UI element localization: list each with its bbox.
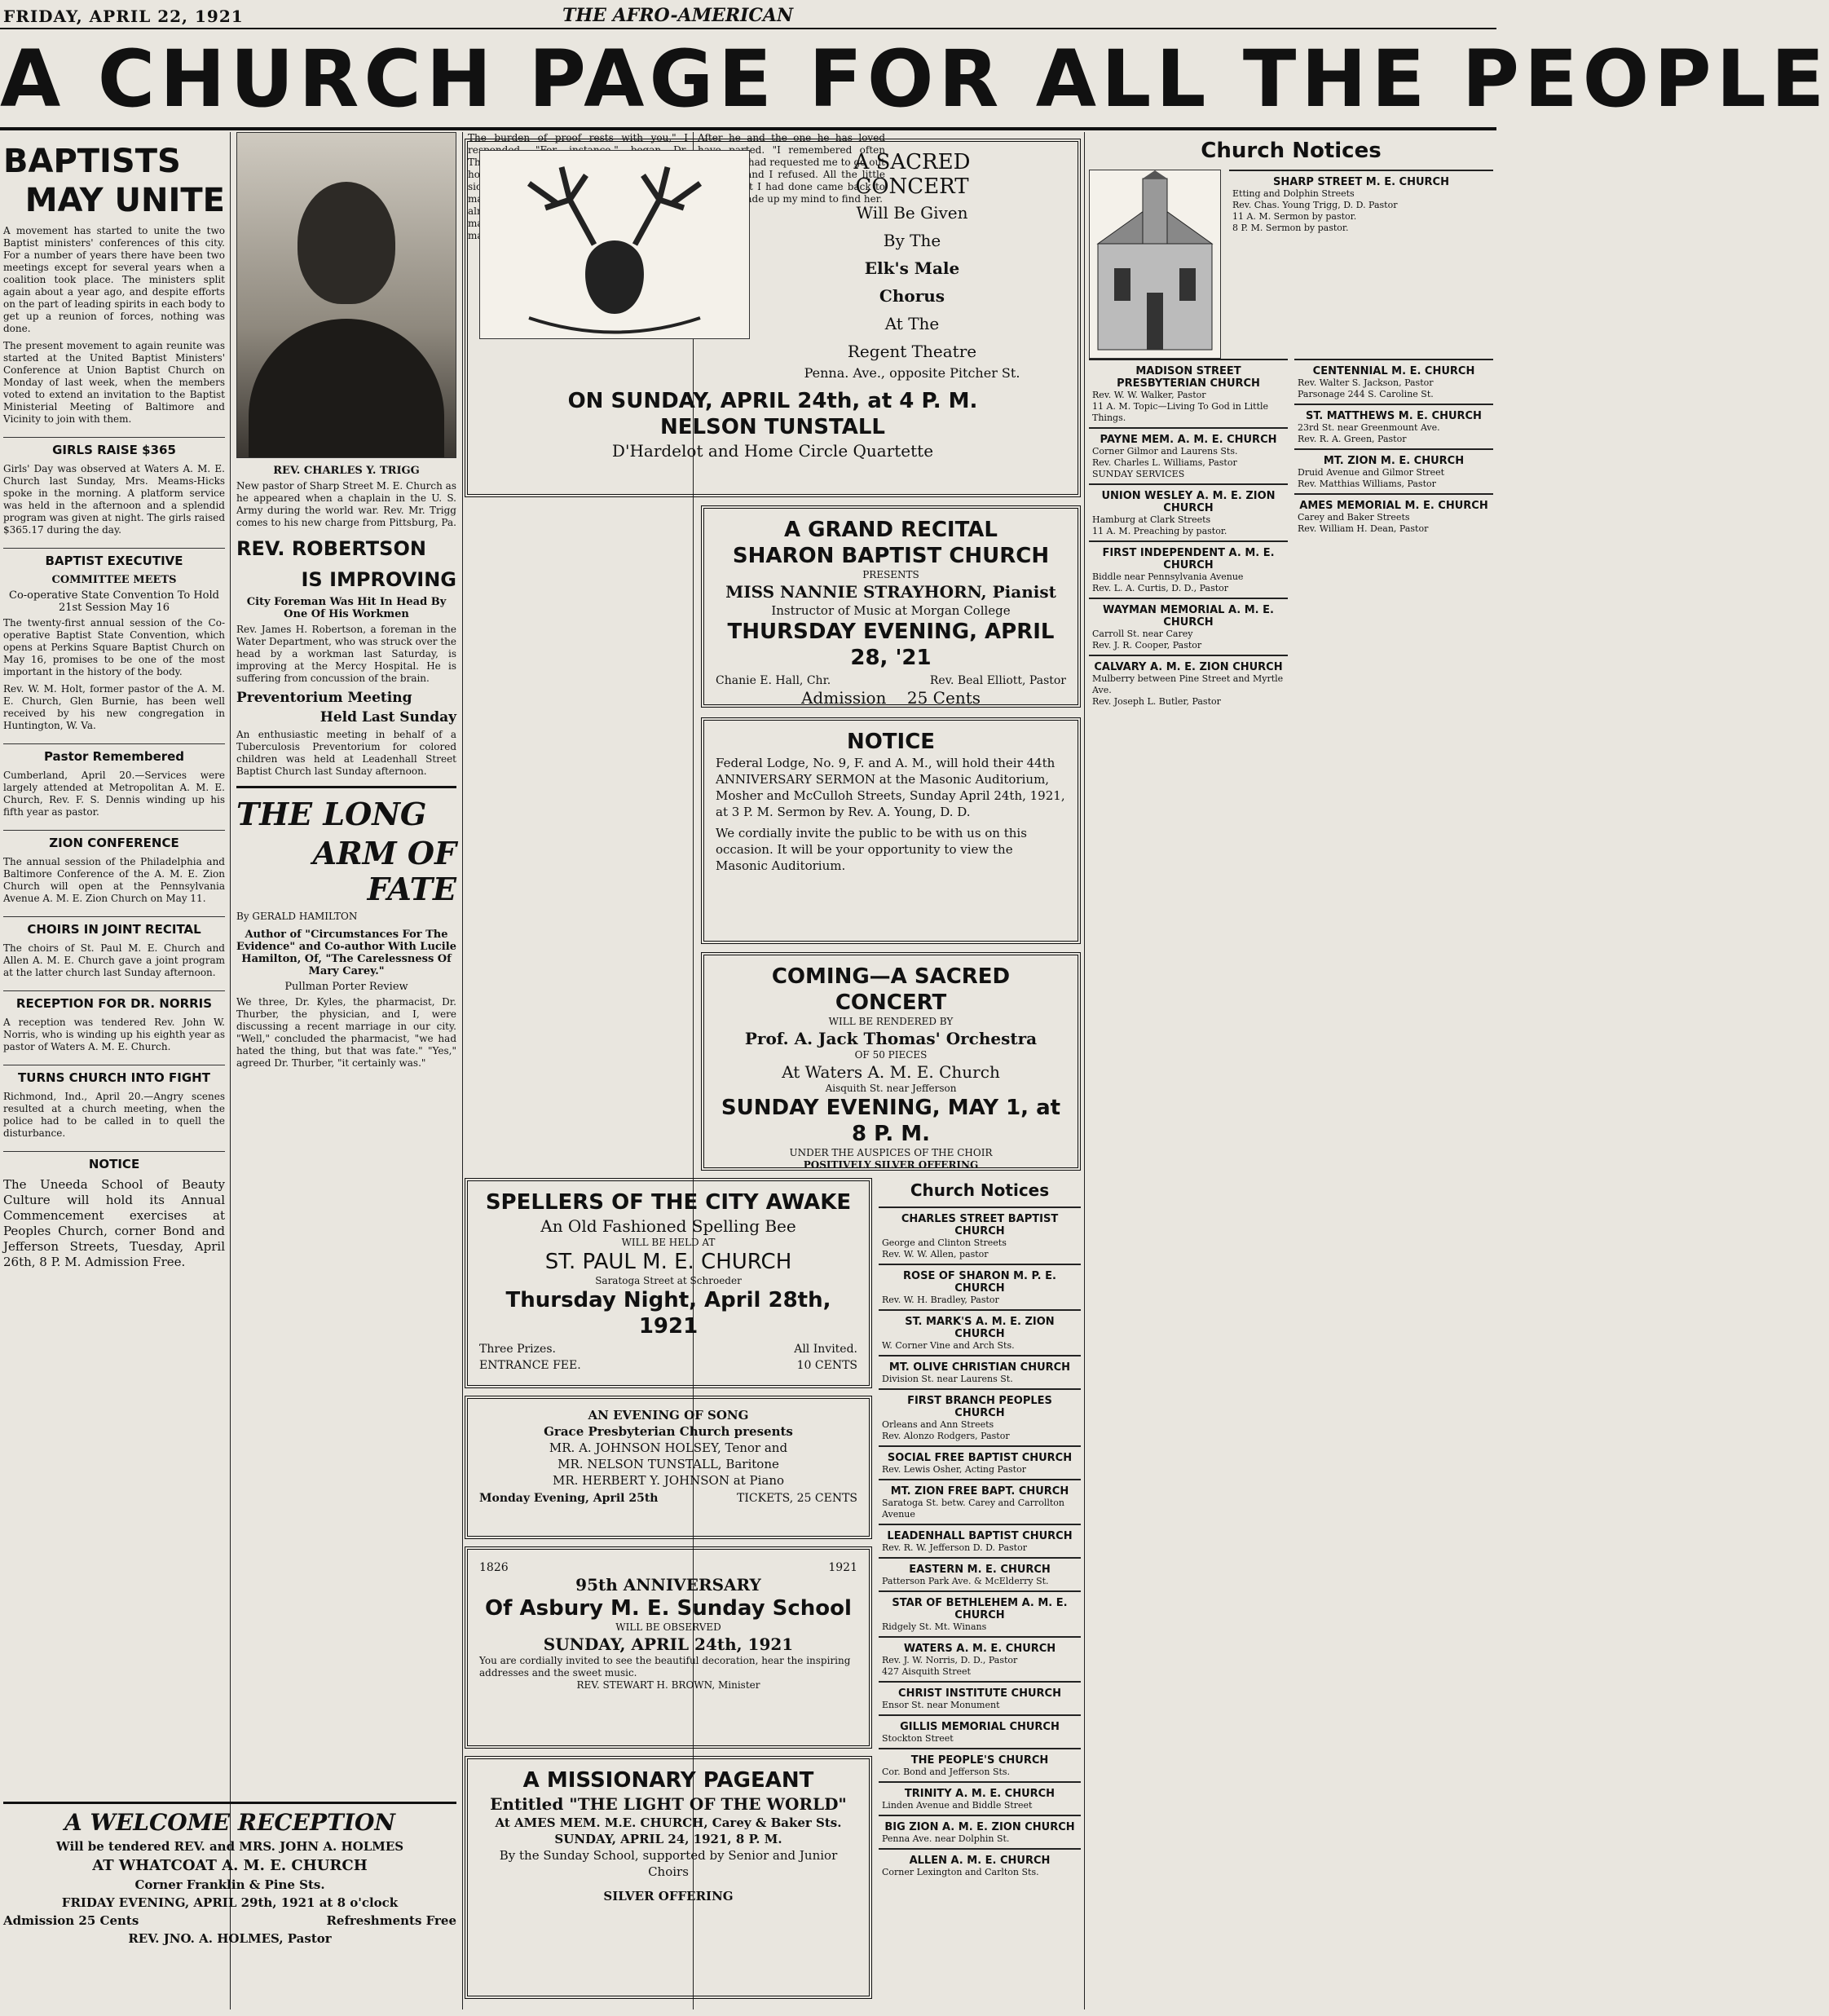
column-rule [1084, 132, 1085, 2009]
elk-concert-box [465, 139, 1081, 497]
church-detail-line: George and Clinton Streets [882, 1237, 1007, 1248]
page-headline: A CHURCH PAGE FOR ALL THE PEOPLE [0, 33, 1829, 125]
notice-headline: NOTICE [3, 1151, 225, 1172]
baptists-body: A movement has started to unite the two Baptist ministers' conferences of this city. For a number of years there have been two meetings except for several years when a coalition took place. The ministers split again about a year ago, and despite efforts on the part of leading spirits in each body to get up a reunion of forces, nothing was done. [3, 225, 225, 334]
church-notice [879, 1848, 1081, 1881]
coming-orchestra: Prof. A. Jack Thomas' Orchestra [744, 1029, 1038, 1048]
masthead-strip [0, 0, 1496, 31]
story-author-note: Author of "Circumstances For The Evidence" and Co-author With Lucile Hamilton, Of, "The Carelessness Of Mary Carey." [236, 929, 456, 977]
story-body: We three, Dr. Kyles, the pharmacist, Dr. Thurber, the physician, and I, were discussing a recent marriage in our city. "Well," concluded the pharmacist, "we had hated the thing, but that was fate." "Yes," agreed Dr. Thurber, "it certainly was." [236, 996, 456, 1069]
notice-body: The Uneeda School of Beauty Culture will hold its Annual Commencement exercises at Peoples Church, corner Bond and Jefferson Streets, Tuesday, April 26th, 8 P. M. Admission Free. [3, 1177, 225, 1269]
church-name: BIG ZION A. M. E. ZION CHURCH [884, 1821, 1075, 1833]
elk-title-7: At The [884, 314, 940, 333]
song-title: AN EVENING OF SONG [588, 1408, 749, 1423]
baptists-headline-2: MAY UNITE [24, 182, 225, 219]
spell-subtitle: An Old Fashioned Spelling Bee [540, 1216, 796, 1236]
welcome-title: A WELCOME RECEPTION [64, 1809, 395, 1836]
church-name: THE PEOPLE'S CHURCH [910, 1754, 1049, 1767]
church-detail-line: Rev. R. A. Green, Pastor [1298, 434, 1407, 444]
lodge-title: NOTICE [846, 730, 936, 754]
church-detail-line: Rev. Alonzo Rodgers, Pastor [882, 1431, 1010, 1441]
spell-church: ST. PAUL M. E. CHURCH [544, 1250, 792, 1274]
song-date: Monday Evening, April 25th [479, 1492, 659, 1505]
church-detail-line: Patterson Park Ave. & McElderry St. [882, 1576, 1049, 1586]
church-notice [1089, 655, 1288, 711]
prev-headline-1: Preventorium Meeting [236, 690, 412, 706]
pageant-title: A MISSIONARY PAGEANT [522, 1768, 814, 1793]
church-notices-2-title: Church Notices [910, 1180, 1050, 1200]
church-detail-line: Mulberry between Pine Street and Myrtle Ave. [1092, 673, 1284, 695]
zion-body: The annual session of the Philadelphia and Baltimore Conference of the A. M. E. Zion Church will open at the Pennsylvania Avenue A. M. E. Zion Church on May 11. [3, 856, 225, 904]
elk-head-emblem-icon [479, 150, 750, 339]
church-name: AMES MEMORIAL M. E. CHURCH [1299, 500, 1488, 512]
lodge-body-2: We cordially invite the public to be with us on this occasion. It will be your opportunity to view the Masonic Auditorium. [716, 826, 1027, 873]
church-notice [1089, 540, 1288, 598]
church-detail-line: Rev. Lewis Osher, Acting Pastor [882, 1464, 1026, 1475]
church-name: CHARLES STREET BAPTIST CHURCH [901, 1213, 1059, 1237]
asbury-body: You are cordially invited to see the beautiful decoration, hear the inspiring addresses and the sweet music. [479, 1655, 851, 1679]
portrait-torso [249, 319, 444, 457]
welcome-pastor: REV. JNO. A. HOLMES, Pastor [128, 1931, 332, 1946]
church-detail-line: Stockton Street [882, 1733, 954, 1744]
prev-body: An enthusiastic meeting in behalf of a Tuberculosis Preventorium for colored children was held at Leadenhall Street Baptist Church last Sunday afternoon. [236, 729, 456, 777]
church-detail-line: Linden Avenue and Biddle Street [882, 1800, 1033, 1811]
committee-headline: COMMITTEE MEETS [51, 574, 177, 586]
elk-quartette: D'Hardelot and Home Circle Quartette [611, 441, 934, 461]
church-notice [1089, 359, 1288, 427]
church-name: ALLEN A. M. E. CHURCH [909, 1855, 1051, 1867]
song-performer-2: MR. NELSON TUNSTALL, Baritone [558, 1457, 779, 1471]
church-detail-line: Biddle near Pennsylvania Avenue [1092, 571, 1244, 582]
church-detail-line: Rev. W. W. Walker, Pastor [1092, 390, 1206, 400]
baptist-exec-headline: BAPTIST EXECUTIVE [3, 548, 225, 569]
church-detail-line: Division St. near Laurens St. [882, 1374, 1013, 1384]
church-notices-2 [879, 1174, 1081, 2005]
church-notice [879, 1355, 1081, 1388]
trigg-caption: REV. CHARLES Y. TRIGG [273, 465, 420, 477]
trigg-body: New pastor of Sharp Street M. E. Church as he appeared when a chaplain in the U. S. Army during the world war. Rev. Mr. Trigg comes to his new charge from Pittsburg, Pa. [236, 480, 456, 528]
story-byline: By GERALD HAMILTON [236, 911, 358, 922]
church-name: ROSE OF SHARON M. P. E. CHURCH [903, 1270, 1056, 1295]
church-detail-line: Rev. L. A. Curtis, D. D., Pastor [1092, 583, 1229, 593]
coming-title: COMING—A SACRED CONCERT [771, 964, 1011, 1015]
song-tickets: TICKETS, 25 CENTS [737, 1492, 857, 1505]
asbury-year-start: 1826 [479, 1561, 509, 1574]
church-notice [879, 1388, 1081, 1445]
church-name: UNION WESLEY A. M. E. ZION CHURCH [1101, 490, 1276, 514]
church-detail-line: W. Corner Vine and Arch Sts. [882, 1340, 1015, 1351]
spell-invited: All Invited. [794, 1343, 857, 1356]
church-notice [879, 1524, 1081, 1557]
church-name: EASTERN M. E. CHURCH [909, 1564, 1051, 1576]
church-notice [1089, 483, 1288, 540]
evening-of-song-ad [465, 1396, 872, 1541]
reception-headline: RECEPTION FOR DR. NORRIS [3, 990, 225, 1012]
church-detail-line: Rev. W. H. Bradley, Pastor [882, 1295, 999, 1305]
choirs-body: The choirs of St. Paul M. E. Church and Allen A. M. E. Church gave a joint program at the latter church last Sunday afternoon. [3, 942, 225, 978]
reception-body: A reception was tendered Rev. John W. Norris, who is winding up his eighth year as pastor of Waters A. M. E. Church. [3, 1017, 225, 1052]
coming-silver: POSITIVELY SILVER OFFERING [803, 1159, 979, 1171]
church-notice [1294, 404, 1493, 448]
prev-headline-2: Held Last Sunday [320, 709, 456, 726]
church-detail-line: Rev. Matthias Williams, Pastor [1298, 479, 1436, 489]
church-name: MADISON STREET PRESBYTERIAN CHURCH [1117, 365, 1260, 390]
recital-pastor: Rev. Beal Elliott, Pastor [929, 674, 1066, 687]
story-continued: The burden of proof rests with you," I responded. "For instance," began Dr. Thurber, "when I was connected with a hospital in Albion, our head nurse became sick. The next week the youngest nurse married quite suddenly with our nurse almost full patients to attend. And what made it worse, there were a lot of cases of malaria fever in the city. [468, 132, 688, 241]
church-name: WAYMAN MEMORIAL A. M. E. CHURCH [1103, 604, 1274, 629]
church-detail-line: Rev. J. R. Cooper, Pastor [1092, 640, 1202, 651]
column-1 [3, 132, 225, 1860]
coming-auspices: UNDER THE AUSPICES OF THE CHOIR [789, 1147, 993, 1158]
spell-fee-amount: 10 CENTS [796, 1359, 857, 1372]
church-notice [879, 1748, 1081, 1781]
girls-body: Girls' Day was observed at Waters A. M. E. Church last Sunday, Mrs. Meams-Hicks spoke in the morning. A platform service was held in the afternoon and a splendid program was given at night. The girls raised $365.17 during the day. [3, 463, 225, 536]
song-performer-1: MR. A. JOHNSON HOLSEY, Tenor and [549, 1440, 788, 1455]
church-name: CHRIST INSTITUTE CHURCH [898, 1687, 1061, 1700]
church-notice [1294, 493, 1493, 538]
spell-title: SPELLERS OF THE CITY AWAKE [485, 1190, 852, 1215]
church-name: MT. OLIVE CHRISTIAN CHURCH [888, 1361, 1071, 1374]
church-notice [879, 1557, 1081, 1590]
recital-presents: PRESENTS [862, 569, 919, 580]
church-detail-line: Rev. J. W. Norris, D. D., Pastor [882, 1655, 1018, 1665]
church-notice [879, 1309, 1081, 1355]
church-notice [879, 1681, 1081, 1714]
spelling-bee-ad [465, 1178, 872, 1390]
spell-address: Saratoga Street at Schroeder [595, 1275, 742, 1286]
church-name: TRINITY A. M. E. CHURCH [904, 1788, 1056, 1800]
elk-title-9: Penna. Ave., opposite Pitcher St. [804, 365, 1020, 381]
church-detail-line: Rev. Joseph L. Butler, Pastor [1092, 696, 1221, 707]
column-2 [236, 132, 456, 1795]
church-notice [879, 1781, 1081, 1815]
elk-title-5: Elk's Male [864, 258, 960, 278]
church-name: MT. ZION M. E. CHURCH [1323, 455, 1465, 467]
song-performer-3: MR. HERBERT Y. JOHNSON at Piano [552, 1473, 785, 1488]
church-notice [879, 1815, 1081, 1848]
elk-date: ON SUNDAY, APRIL 24th, at 4 P. M. [567, 389, 978, 413]
church-building-icon [1089, 170, 1221, 359]
welcome-line-4: Corner Franklin & Pine Sts. [134, 1877, 325, 1892]
church-notice [1294, 448, 1493, 493]
church-detail-line: Etting and Dolphin Streets [1232, 188, 1355, 199]
missionary-pageant-ad [465, 1756, 872, 2001]
church-name: STAR OF BETHLEHEM A. M. E. CHURCH [892, 1597, 1068, 1621]
church-detail-line: 23rd St. near Greenmount Ave. [1298, 422, 1440, 433]
robertson-body: Rev. James H. Robertson, a foreman in the Water Department, who was struck over the head by a workman last Saturday, is improving at the Mercy Hospital. He is suffering from concussion of the brain. [236, 624, 456, 684]
elk-title-3: Will Be Given [856, 203, 968, 223]
asbury-title-1: 95th ANNIVERSARY [575, 1575, 761, 1595]
elk-singer: NELSON TUNSTALL [659, 415, 886, 439]
welcome-refreshments: Refreshments Free [326, 1913, 456, 1928]
asbury-year-end: 1921 [828, 1561, 857, 1574]
girls-headline: GIRLS RAISE $365 [3, 437, 225, 458]
column-rule [230, 132, 231, 2009]
spell-date: Thursday Night, April 28th, 1921 [505, 1288, 831, 1339]
church-detail-line: 8 P. M. Sermon by pastor. [1232, 223, 1349, 233]
grand-recital-ad [701, 505, 1081, 709]
elk-title-6: Chorus [879, 286, 945, 306]
church-notice [879, 1264, 1081, 1309]
pageant-church: At AMES MEM. M.E. CHURCH, Carey & Baker Sts. [495, 1815, 842, 1830]
church-detail-line: 11 A. M. Sermon by pastor. [1232, 211, 1357, 222]
spell-fee: ENTRANCE FEE. [479, 1359, 581, 1372]
church-detail-line: Cor. Bond and Jefferson Sts. [882, 1767, 1011, 1777]
recital-date: THURSDAY EVENING, APRIL 28, '21 [727, 620, 1055, 670]
zion-headline: ZION CONFERENCE [3, 830, 225, 851]
committee-subhead: Co-operative State Convention To Hold 21st Session May 16 [9, 589, 219, 614]
church-detail-line: Rev. W. W. Allen, pastor [882, 1249, 989, 1259]
recital-title: A GRAND RECITAL [784, 518, 998, 542]
spell-prizes: Three Prizes. [479, 1343, 556, 1356]
church-name: FIRST INDEPENDENT A. M. E. CHURCH [1102, 547, 1275, 571]
church-name: ST. MARK'S A. M. E. ZION CHURCH [905, 1316, 1055, 1340]
recital-admission-label: Admission [800, 688, 887, 708]
church-list-right [1294, 359, 1493, 711]
coming-date: SUNDAY EVENING, MAY 1, at 8 P. M. [721, 1096, 1061, 1146]
asbury-title-2: Of Asbury M. E. Sunday School [485, 1596, 852, 1621]
church-notice [1089, 598, 1288, 655]
choirs-headline: CHOIRS IN JOINT RECITAL [3, 916, 225, 937]
pastor-body: Cumberland, April 20.—Services were largely attended at Metropolitan A. M. E. Church, Rev. F. S. Dennis winding up his fifth year as pastor. [3, 770, 225, 818]
elk-title-1: A SACRED [853, 150, 971, 174]
church-detail-line: Carroll St. near Carey [1092, 629, 1193, 639]
church-notice [879, 1207, 1081, 1264]
church-detail-line: Ensor St. near Monument [882, 1700, 1000, 1710]
baptists-headline-1: BAPTISTS [3, 143, 181, 180]
church-detail-line: Hamburg at Clark Streets [1092, 514, 1211, 525]
church-detail-line: Carey and Baker Streets [1298, 512, 1410, 523]
church-notice [879, 1636, 1081, 1681]
welcome-line-5: FRIDAY EVENING, APRIL 29th, 1921 at 8 o'clock [61, 1895, 399, 1910]
lodge-body: Federal Lodge, No. 9, F. and A. M., will hold their 44th ANNIVERSARY SERMON at the Masonic Auditorium, Mosher and McCulloh Streets, Sunday April 24th, 1921, at 3 P. M. Sermon by Rev. A. Young, D. D. [716, 756, 1065, 819]
asbury-observed: WILL BE OBSERVED [615, 1621, 721, 1633]
coming-address: Aisquith St. near Jefferson [825, 1083, 957, 1094]
church-detail-line: Penna Ave. near Dolphin St. [882, 1833, 1010, 1844]
paper-name: THE AFRO-AMERICAN [562, 5, 794, 26]
recital-instructor: Instructor of Music at Morgan College [771, 603, 1011, 618]
trigg-portrait-photo [236, 132, 456, 458]
church-notice [879, 1590, 1081, 1636]
church-name: ST. MATTHEWS M. E. CHURCH [1306, 410, 1482, 422]
church-name: CENTENNIAL M. E. CHURCH [1312, 365, 1475, 377]
church-notice [879, 1479, 1081, 1524]
church-notices-column [1089, 132, 1493, 2007]
coming-church: At Waters A. M. E. Church [782, 1062, 1000, 1082]
featured-church [1229, 170, 1493, 359]
welcome-admission: Admission 25 Cents [3, 1913, 139, 1928]
church-notice [1089, 427, 1288, 483]
spell-held: WILL BE HELD AT [621, 1237, 716, 1248]
recital-admission-price: 25 Cents [906, 688, 981, 708]
church-notice [879, 1714, 1081, 1748]
committee-body: The twenty-first annual session of the Co-operative Baptist State Convention, which opens at Perkins Square Baptist Church on May 16, promises to be one of the most important in the history of the body. [3, 617, 225, 677]
welcome-line-6 [3, 1913, 456, 1928]
story-source: Pullman Porter Review [284, 981, 408, 993]
church-name: SHARP STREET M. E. CHURCH [1273, 176, 1449, 188]
asbury-minister: REV. STEWART H. BROWN, Minister [576, 1679, 760, 1691]
holt-body: Rev. W. M. Holt, former pastor of the A. M. E. Church, Glen Burnie, has been well received by his new congregation in Huntington, W. Va. [3, 683, 225, 731]
church-detail-line: Corner Lexington and Carlton Sts. [882, 1867, 1039, 1877]
robertson-subhead: City Foreman Was Hit In Head By One Of His Workmen [246, 596, 447, 620]
church-detail-line: Orleans and Ann Streets [882, 1419, 994, 1430]
church-detail-line: Corner Gilmor and Laurens Sts. [1092, 446, 1238, 457]
elk-title-4: By The [883, 231, 941, 250]
welcome-reception-ad [3, 1802, 456, 1946]
recital-church: SHARON BAPTIST CHURCH [732, 544, 1050, 568]
church-detail-line: Parsonage 244 S. Caroline St. [1298, 389, 1434, 399]
pageant-by: By the Sunday School, supported by Senior and Junior Choirs [499, 1848, 838, 1879]
asbury-date: SUNDAY, APRIL 24th, 1921 [543, 1634, 794, 1654]
church-detail-line: Saratoga St. betw. Carey and Carrollton Avenue [882, 1498, 1064, 1520]
turns-headline: TURNS CHURCH INTO FIGHT [3, 1065, 225, 1086]
church-detail-line: Rev. R. W. Jefferson D. D. Pastor [882, 1542, 1027, 1553]
turns-body: Richmond, Ind., April 20.—Angry scenes resulted at a church meeting, when the police had to be called in to quell the disturbance. [3, 1091, 225, 1139]
portrait-head [297, 182, 395, 304]
story-continued-col4: After he and the one he has loved have parted. "I remembered often that Elsie had requested me to go out with her and I refused. All the little things that I had done came back to me as I made up my mind to find her. [698, 132, 885, 205]
coming-concert-ad [701, 952, 1081, 1172]
robertson-headline-1: REV. ROBERTSON [236, 537, 426, 560]
issue-date: FRIDAY, APRIL 22, 1921 [3, 7, 244, 26]
church-name: PAYNE MEM. A. M. E. CHURCH [1100, 434, 1277, 446]
church-detail-line: Druid Avenue and Gilmor Street [1298, 467, 1445, 478]
lodge-notice-ad [701, 717, 1081, 946]
pastor-headline: Pastor Remembered [3, 743, 225, 765]
pageant-entitled: Entitled "THE LIGHT OF THE WORLD" [490, 1794, 847, 1814]
elk-title-2: CONCERT [855, 174, 969, 199]
welcome-line-3: AT WHATCOAT A. M. E. CHURCH [92, 1857, 368, 1874]
recital-chairman: Chanie E. Hall, Chr. [716, 674, 831, 687]
church-name: MT. ZION FREE BAPT. CHURCH [890, 1485, 1069, 1498]
coming-pieces: OF 50 PIECES [854, 1049, 928, 1061]
church-detail-line: SUNDAY SERVICES [1092, 469, 1185, 479]
song-church: Grace Presbyterian Church presents [544, 1424, 793, 1439]
headline-rule [0, 127, 1496, 130]
elk-concert-ad [465, 139, 1081, 497]
coming-rendered: WILL BE RENDERED BY [828, 1016, 954, 1027]
pageant-silver: SILVER OFFERING [603, 1889, 734, 1904]
recital-artist: MISS NANNIE STRAYHORN, Pianist [725, 582, 1056, 602]
church-name: GILLIS MEMORIAL CHURCH [900, 1721, 1060, 1733]
robertson-headline-2: IS IMPROVING [301, 568, 456, 591]
church-notice [879, 1445, 1081, 1479]
church-detail-line: Ridgely St. Mt. Winans [882, 1621, 987, 1632]
baptists-body-2: The present movement to again reunite was started at the United Baptist Ministers' Conference at Union Baptist Church on Monday of last week, when the members voted to extend an invitation to the Baptist Ministerial Meeting of Baltimore and Vicinity to join with them. [3, 340, 225, 425]
church-name: CALVARY A. M. E. ZION CHURCH [1094, 661, 1283, 673]
church-name: SOCIAL FREE BAPTIST CHURCH [887, 1452, 1073, 1464]
column-rule [462, 132, 463, 2009]
church-list-left [1089, 359, 1288, 711]
elk-title-8: Regent Theatre [847, 342, 977, 361]
welcome-line-2: Will be tendered REV. and MRS. JOHN A. HOLMES [55, 1839, 404, 1854]
church-list-2 [879, 1207, 1081, 1881]
church-name: LEADENHALL BAPTIST CHURCH [887, 1530, 1073, 1542]
church-notices-title: Church Notices [1201, 139, 1382, 163]
church-detail-line: Rev. Charles L. Williams, Pastor [1092, 457, 1237, 468]
pageant-date: SUNDAY, APRIL 24, 1921, 8 P. M. [554, 1832, 782, 1846]
church-name: FIRST BRANCH PEOPLES CHURCH [907, 1395, 1052, 1419]
asbury-anniversary-ad [465, 1546, 872, 1750]
church-detail-line: 11 A. M. Preaching by pastor. [1092, 526, 1227, 536]
church-notice [1294, 359, 1493, 404]
masthead-rule [0, 28, 1496, 29]
church-detail-line: Rev. Chas. Young Trigg, D. D. Pastor [1232, 200, 1398, 210]
church-detail-line: Rev. William H. Dean, Pastor [1298, 523, 1429, 534]
story-title-1: THE LONG [236, 796, 427, 832]
story-title-2: ARM OF FATE [312, 835, 456, 907]
church-detail-line: 427 Aisquith Street [882, 1666, 971, 1677]
church-detail-line: Rev. Walter S. Jackson, Pastor [1298, 377, 1434, 388]
church-notice [1229, 170, 1493, 237]
church-name: WATERS A. M. E. CHURCH [903, 1643, 1056, 1655]
church-detail-line: 11 A. M. Topic—Living To God in Little Things. [1092, 401, 1269, 423]
